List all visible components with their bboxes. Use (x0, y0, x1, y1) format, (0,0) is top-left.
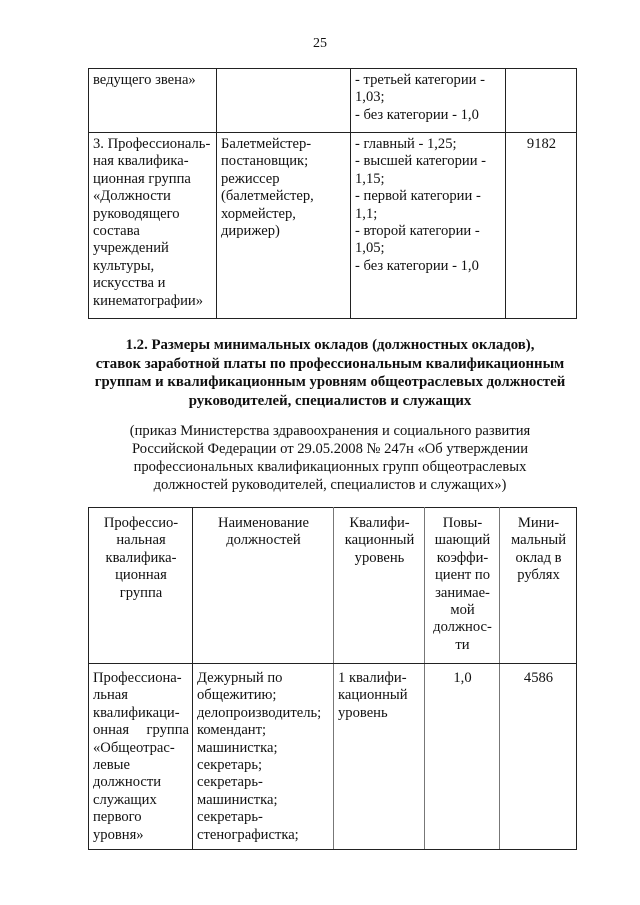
source-line: (приказ Министерства здравоохранения и социального развития (129, 423, 531, 439)
text-line: секретарь- (197, 774, 263, 791)
source-line: профессиональных квалификационных групп общеотраслевых (133, 459, 527, 475)
text-line: руководящего (93, 205, 180, 222)
text-line: группа (119, 584, 163, 601)
text-line: занимае- (435, 584, 490, 601)
text-line: машинистка; (197, 791, 278, 808)
text-line: рублях (517, 567, 560, 584)
text-line: уровня» (93, 826, 144, 843)
text-line: первого (93, 809, 142, 826)
text-line: ная квалифика- (93, 153, 189, 170)
coefficients-cell (351, 133, 506, 319)
heading-line: руководителей, специалистов и служащих (188, 392, 472, 409)
text-line: мой (450, 602, 475, 619)
text-line: квалификаци- (93, 704, 180, 721)
text-line: 1 квалифи- (338, 670, 407, 686)
text-line: машинистка; (197, 739, 278, 756)
heading-line: 1.2. Размеры минимальных окладов (должностных окладов), (125, 337, 535, 353)
text-line: циент по (434, 567, 491, 584)
header-group (89, 508, 193, 664)
level-cell (334, 664, 425, 850)
coefficients-cell (351, 69, 506, 133)
text-line: Мини- (517, 515, 560, 531)
salary-cell: 4586 (500, 664, 577, 850)
text-line: оклад в (515, 549, 562, 566)
text-line: квалифика- (105, 549, 177, 566)
text-line: левые (93, 757, 130, 774)
text-line: ционная группа (93, 170, 191, 187)
text-line: комендант; (197, 722, 267, 739)
text-line: должнос- (433, 619, 492, 636)
text-line: уровень (354, 549, 405, 566)
text-line: шающий (434, 532, 491, 549)
text-line: кационный (344, 532, 415, 549)
text-line: культуры, (93, 257, 155, 274)
text-line: режиссер (221, 170, 280, 187)
text-line: хормейстер, (221, 205, 296, 222)
text-line: уровень (338, 704, 388, 721)
text-line: Наименование (218, 515, 309, 531)
text-line: 1,03; (355, 89, 385, 106)
coefficient-cell: 1,0 (425, 664, 500, 850)
text-line: Повы- (442, 515, 483, 531)
text-line: делопроизводитель; (197, 704, 322, 721)
text-line: должности (93, 774, 162, 791)
minimum-salary-table (88, 507, 577, 850)
header-coefficient (425, 508, 500, 664)
source-line: должностей руководителей, специалистов и служащих») (153, 477, 507, 493)
text-line: кационный (338, 687, 408, 704)
text-line: - без категории - 1,0 (355, 106, 479, 123)
text-line: онная группа (93, 722, 189, 739)
text-line: ционная (115, 567, 167, 584)
text-line: 3. Профессиональ- (93, 136, 211, 152)
text-line: служащих (93, 791, 157, 808)
header-salary (500, 508, 577, 664)
table-row (89, 69, 577, 133)
group-cell (89, 69, 217, 133)
text-line: нальная (116, 532, 166, 549)
text-line: секретарь; (197, 757, 263, 774)
text-line: Профессио- (103, 515, 179, 531)
group-cell (89, 133, 217, 319)
section-source-reference (80, 422, 580, 494)
text-line: льная (93, 687, 128, 704)
text-line: - второй категории - (355, 223, 480, 240)
text-line: Профессиона- (93, 670, 182, 686)
section-heading (80, 336, 580, 410)
text-line: мальный (510, 532, 567, 549)
text-line: должностей (226, 532, 301, 549)
text-line: - третьей категории - (355, 72, 485, 88)
text-line: постановщик; (221, 153, 309, 170)
positions-cell (217, 69, 351, 133)
text-line: секретарь- (197, 809, 263, 826)
text-line: (балетмейстер, (221, 188, 314, 205)
text-line: «Общеотрас- (93, 739, 175, 756)
text-line: Квалифи- (349, 515, 410, 531)
positions-cell (193, 664, 334, 850)
text-line: состава (93, 223, 140, 240)
text-line: - первой категории - (355, 188, 481, 205)
text-line: Дежурный по (197, 670, 283, 686)
text-line: кинематографии» (93, 292, 204, 309)
group-cell (89, 664, 193, 850)
text-line: - высшей категории - (355, 153, 487, 170)
header-positions (193, 508, 334, 664)
text-line: учреждений (93, 240, 169, 257)
heading-line: группам и квалификационным уровням общеотраслевых должностей (94, 374, 566, 391)
text-line: - главный - 1,25; (355, 136, 457, 152)
text-line: ти (455, 636, 470, 653)
text-line: 1,05; (355, 240, 385, 257)
text-line: дирижер) (221, 223, 280, 240)
positions-cell (217, 133, 351, 319)
table-row (89, 133, 577, 319)
qualification-table-continued (88, 68, 577, 319)
text-line: - без категории - 1,0 (355, 257, 479, 274)
text-line: коэффи- (436, 549, 489, 566)
header-level (334, 508, 425, 664)
source-line: Российской Федерации от 29.05.2008 № 247н «Об утверждении (131, 441, 529, 457)
text-line: 1,15; (355, 170, 385, 187)
heading-line: ставок заработной платы по профессиональным квалификационным (95, 355, 565, 372)
text-line: ведущего звена» (93, 72, 196, 88)
text-line: стенографистка; (197, 826, 299, 843)
text-line: искусства и (93, 275, 166, 292)
salary-cell (506, 69, 577, 133)
page-number: 25 (313, 36, 327, 51)
text-line: общежитию; (197, 687, 277, 704)
table-header-row (89, 508, 577, 664)
text-line: Балетмейстер- (221, 136, 312, 152)
table-row (89, 664, 577, 850)
text-line: «Должности (93, 188, 171, 205)
text-line: 1,1; (355, 205, 378, 222)
salary-cell: 9182 (506, 133, 577, 319)
